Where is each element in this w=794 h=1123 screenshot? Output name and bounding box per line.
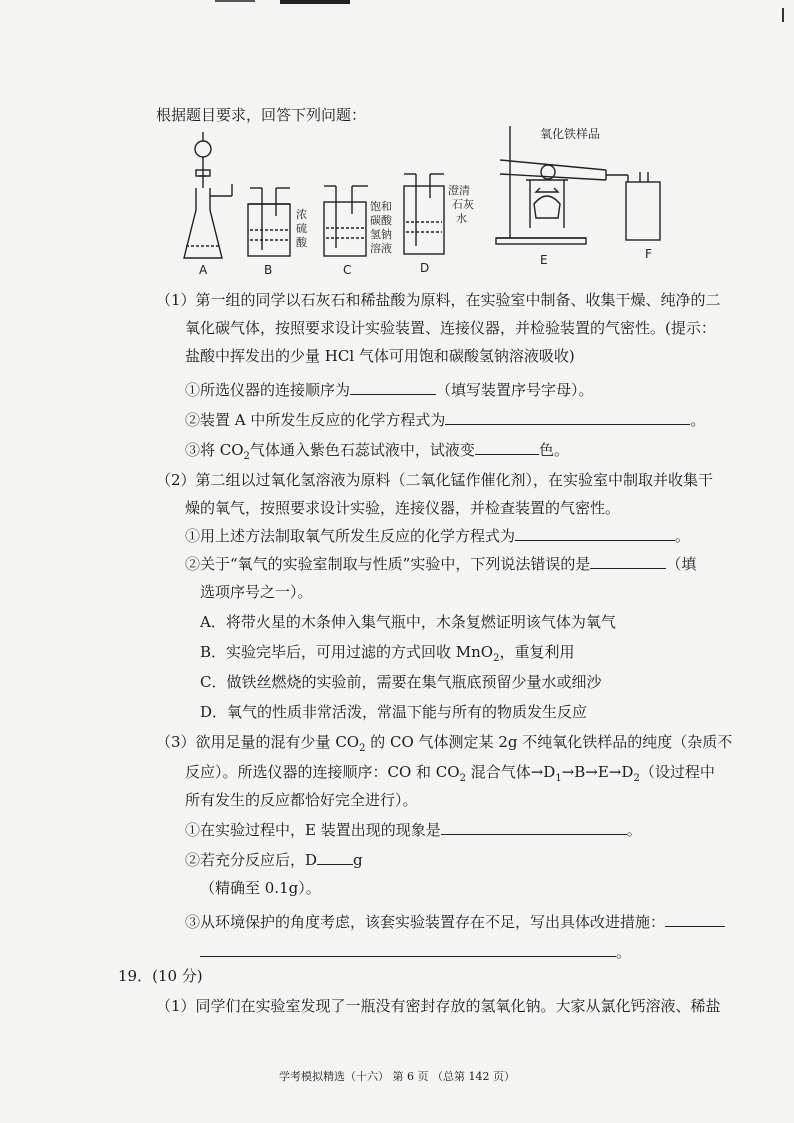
page-footer: 学考模拟精选（十六） 第 6 页 （总第 142 页） bbox=[279, 1070, 515, 1083]
q2-sub2-cont: 选项序号之一）。 bbox=[200, 583, 313, 601]
q2-option-b: B．实验完毕后，可用过滤的方式回收 MnO$_2$，重复利用 bbox=[200, 643, 575, 664]
answer-blank[interactable] bbox=[665, 912, 725, 927]
scan-mark bbox=[280, 0, 350, 4]
q2-line2: 燥的氧气，按照要求设计实验，连接仪器，并检查装置的气密性。 bbox=[185, 499, 621, 517]
label-e: E bbox=[540, 253, 548, 267]
label-c: C bbox=[343, 263, 352, 277]
q1-sub3: ③将 $CO_2$气体通入紫色石蕊试液中，试液变 色。 bbox=[185, 441, 569, 462]
label-a: A bbox=[199, 263, 208, 277]
q3-sub3: ③从环境保护的角度考虑，该套实验装置存在不足，写出具体改进措施： bbox=[185, 912, 725, 932]
q1-line1: （1）第一组的同学以石灰石和稀盐酸为原料，在实验室中制备、收集干燥、纯净的二 bbox=[156, 291, 721, 309]
q3-line1: （3）欲用足量的混有少量 $CO_2$ 的 CO 气体测定某 2g 不纯氧化铁样品的纯度（杂质不 bbox=[156, 733, 733, 754]
label-b: B bbox=[264, 263, 273, 277]
q1-line3: 盐酸中挥发出的少量 HCl 气体可用饱和碳酸氢钠溶液吸收) bbox=[185, 347, 575, 365]
answer-blank[interactable] bbox=[350, 380, 436, 395]
q2-sub2: ②关于“氧气的实验室制取与性质”实验中，下列说法错误的是 （填 bbox=[185, 555, 697, 573]
apparatus-d bbox=[404, 174, 444, 254]
scan-mark bbox=[215, 0, 255, 2]
q2-option-c: C．做铁丝燃烧的实验前，需要在集气瓶底预留少量水或细沙 bbox=[200, 673, 602, 691]
scan-mark bbox=[772, 8, 784, 22]
apparatus-figure bbox=[0, 118, 794, 278]
q3-sub1: ①在实验过程中，E 装置出现的现象是 。 bbox=[185, 821, 642, 839]
label-d: D bbox=[420, 261, 430, 275]
apparatus-e bbox=[496, 126, 628, 244]
q1-sub1: ①所选仪器的连接顺序为 （填写装置序号字母）。 bbox=[185, 381, 594, 399]
q19-heading: 19．(10 分) bbox=[118, 967, 203, 985]
reagent-b: 浓 硫 酸 bbox=[296, 208, 307, 249]
q3-line2: 反应）。所选仪器的连接顺序：CO 和 $CO_2$ 混合气体$\to D_1\to B\to E\to D_2$（设过程中 bbox=[185, 763, 715, 784]
intro-text: 根据题目要求，回答下列问题： bbox=[156, 106, 367, 124]
answer-blank[interactable] bbox=[515, 526, 675, 541]
q2-option-d: D．氧气的性质非常活泼，常温下能与所有的物质发生反应 bbox=[200, 703, 588, 721]
answer-blank[interactable] bbox=[445, 410, 690, 425]
apparatus-c bbox=[324, 186, 368, 256]
apparatus-f bbox=[626, 172, 660, 240]
reagent-d: 澄清 石灰 水 bbox=[448, 184, 474, 225]
q2-sub1: ①用上述方法制取氧气所发生反应的化学方程式为 。 bbox=[185, 527, 691, 545]
answer-blank[interactable] bbox=[475, 440, 539, 455]
answer-blank[interactable] bbox=[200, 942, 616, 957]
label-f: F bbox=[645, 247, 652, 261]
apparatus-a bbox=[184, 132, 232, 258]
apparatus-b bbox=[248, 188, 290, 256]
sample-label: 氧化铁样品 bbox=[540, 127, 601, 141]
q3-sub2: ②若充分反应后，D g bbox=[185, 851, 363, 869]
q3-line3: 所有发生的反应都恰好完全进行）。 bbox=[185, 791, 418, 809]
answer-blank[interactable] bbox=[317, 850, 353, 865]
answer-blank[interactable] bbox=[590, 554, 666, 569]
q3-sub2-cont: （精确至 0.1g）。 bbox=[200, 879, 321, 897]
q19-line1: （1）同学们在实验室发现了一瓶没有密封存放的氢氧化钠。大家从氯化钙溶液、稀盐 bbox=[156, 997, 721, 1015]
q2-option-a: A．将带火星的木条伸入集气瓶中，木条复燃证明该气体为氧气 bbox=[200, 613, 616, 631]
answer-blank[interactable] bbox=[441, 820, 627, 835]
q2-line1: （2）第二组以过氧化氢溶液为原料（二氧化锰作催化剂），在实验室中制取并收集干 bbox=[156, 471, 714, 489]
q3-sub3-cont: 。 bbox=[200, 942, 631, 962]
q1-sub2: ②装置 A 中所发生反应的化学方程式为 。 bbox=[185, 411, 706, 429]
q1-line2: 氧化碳气体，按照要求设计实验装置、连接仪器，并检验装置的气密性。(提示： bbox=[185, 319, 716, 337]
reagent-c: 饱和 碳酸 氢钠 溶液 bbox=[370, 200, 392, 255]
